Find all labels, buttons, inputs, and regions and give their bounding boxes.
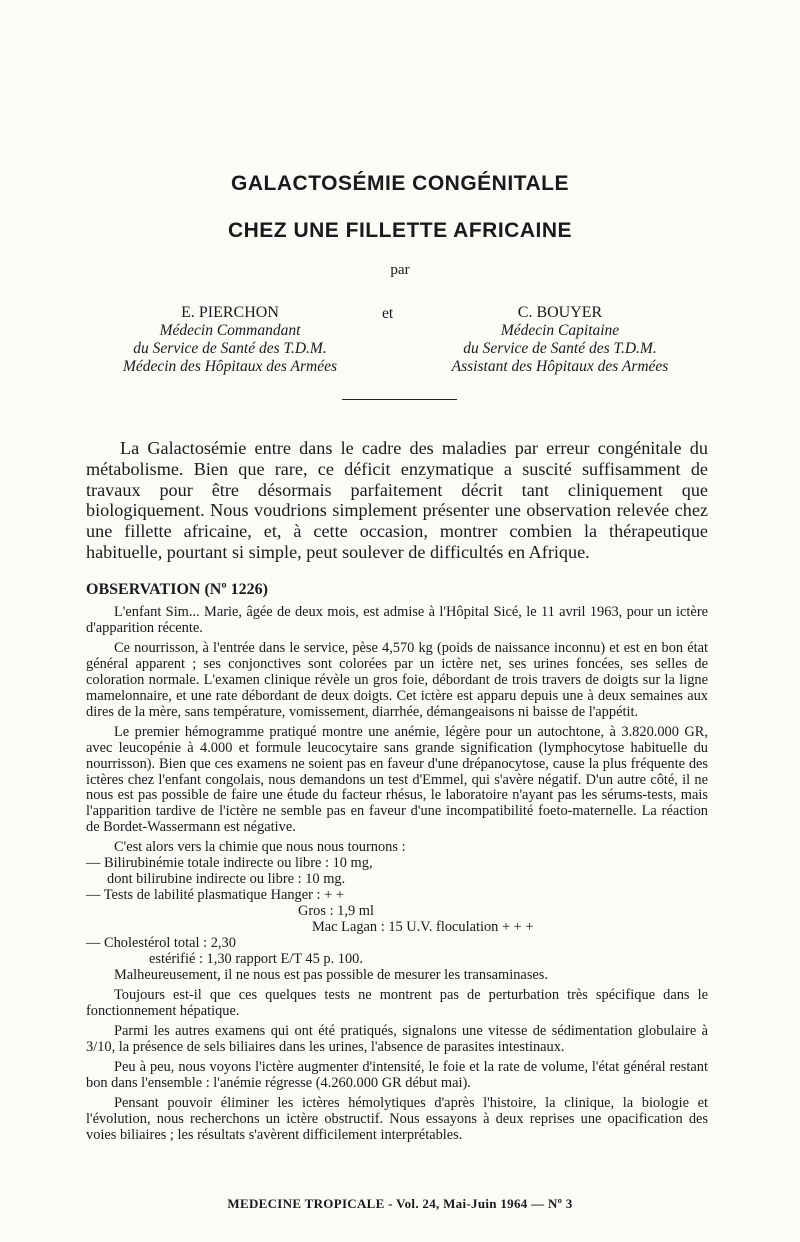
author-service: du Service de Santé des T.D.M. bbox=[133, 340, 327, 357]
author-block-pierchon bbox=[105, 304, 355, 376]
chem-hanger-test: — Tests de labilité plasmatique Hanger : + + bbox=[86, 887, 344, 904]
title-line-2: CHEZ UNE FILLETTE AFRICAINE bbox=[227, 219, 573, 242]
chem-cholesterol-total: — Cholestérol total : 2,30 bbox=[86, 935, 236, 952]
chem-bilirubin-indirect: dont bilirubine indirecte ou libre : 10 mg. bbox=[107, 871, 346, 888]
paragraph-clinical-exam: Ce nourrisson, à l'entrée dans le service, pèse 4,570 kg (poids de naissance inconnu) et est en bon état général apparent ; ses conjonctives sont colorées par un ictère net, ses urines foncées, ses selles de coloration normale. L'examen clinique révèle un gros foie, débordant de trois travers de doigts sur la ligne mamelonnaire, et une rate débordant de deux doigts. Cet ictère est apparu depuis une à deux semaines aux dires de la mère, sans température, vomissement, diarrhée, démangeaisons ni baisse de l'appétit. bbox=[86, 639, 708, 720]
paragraph-other-exams: Parmi les autres examens qui ont été pratiqués, signalons une vitesse de sédimentation globulaire à 3/10, la présence de sels biliaires dans les urines, l'absence de parasites intestinaux. bbox=[86, 1022, 708, 1055]
author-position: Assistant des Hôpitaux des Armées bbox=[451, 358, 669, 375]
paragraph-obstructive: Pensant pouvoir éliminer les ictères hémolytiques d'après l'histoire, la clinique, la biologie et l'évolution, nous recherchons un ictère obstructif. Nous essayons à deux reprises une opacification des voies biliaires ; les résultats s'avèrent difficilement interprétables. bbox=[86, 1094, 708, 1143]
chem-gros-test: Gros : 1,9 ml bbox=[298, 903, 374, 920]
abstract bbox=[86, 438, 708, 563]
paragraph-hemogram: Le premier hémogramme pratiqué montre une anémie, légère pour un autochtone, à 3.820.000 GR, avec leucopénie à 4.000 et formule leucocytaire sans grande signification (lymphocytose habituelle du nourrisson). Bien que ces examens ne soient pas en faveur d'une drépanocytose, cause la plus fréquente des ictères chez l'enfant congolais, nous demandons un test d'Emmel, qui s'avère négatif. D'un autre côté, il ne nous est pas possible de faire une étude du facteur rhésus, le laboratoire n'ayant pas les sérums-tests, mais l'apparition tardive de l'ictère ne semble pas en faveur d'une incompatibilité foeto-maternelle. La réaction de Bordet-Wassermann est négative. bbox=[86, 723, 708, 836]
chemistry-results bbox=[86, 856, 708, 968]
chem-cholesterol-esterified: estérifié : 1,30 rapport E/T 45 p. 100. bbox=[149, 951, 363, 968]
author-rank: Médecin Capitaine bbox=[500, 322, 620, 339]
author-name: E. PIERCHON bbox=[181, 304, 279, 321]
title-line-1: GALACTOSÉMIE CONGÉNITALE bbox=[231, 172, 569, 195]
author-conjunction: et bbox=[382, 305, 394, 322]
author-service: du Service de Santé des T.D.M. bbox=[463, 340, 657, 357]
paragraph-admission: L'enfant Sim... Marie, âgée de deux mois, est admise à l'Hôpital Sicé, le 11 avril 1963, pour un ictère d'apparition récente. bbox=[86, 604, 708, 636]
author-position: Médecin des Hôpitaux des Armées bbox=[122, 358, 338, 375]
chem-maclagan-test: Mac Lagan : 15 U.V. floculation + + + bbox=[312, 919, 534, 936]
author-rank: Médecin Commandant bbox=[159, 322, 301, 339]
chem-bilirubin-total: — Bilirubinémie totale indirecte ou libre : 10 mg, bbox=[86, 855, 373, 872]
observation-heading: OBSERVATION (Nº 1226) bbox=[86, 581, 268, 598]
paragraph-transaminases: Malheureusement, il ne nous est pas possible de mesurer les transaminases. bbox=[114, 966, 549, 983]
paragraph-chemistry-intro: C'est alors vers la chimie que nous nous tournons : bbox=[114, 839, 406, 856]
paragraph-hepatic-function: Toujours est-il que ces quelques tests ne montrent pas de perturbation très spécifique dans le fonctionnement hépatique. bbox=[86, 986, 708, 1019]
observation-body bbox=[86, 605, 708, 1148]
author-name: C. BOUYER bbox=[517, 304, 603, 321]
abstract-text: La Galactosémie entre dans le cadre des maladies par erreur congénitale du métabolisme. Bien que rare, ce déficit enzymatique a suscité suffisamment de travaux pour être désormais parfaitement décrit tant cliniquement que biologiquement. Nous voudrions simplement présenter une observation relevée chez une fillette africaine, et, à cette occasion, montrer combien la thérapeutique habituelle, pourtant si simple, peut soulever de difficultés en Afrique. bbox=[86, 438, 708, 562]
byline-par: par bbox=[390, 262, 410, 278]
header-divider bbox=[342, 399, 457, 400]
paragraph-evolution: Peu à peu, nous voyons l'ictère augmenter d'intensité, le foie et la rate de volume, l'état général restant bon dans l'ensemble : l'anémie régresse (4.260.000 GR début mai). bbox=[86, 1058, 708, 1091]
author-block-bouyer bbox=[430, 304, 690, 376]
journal-footer: MEDECINE TROPICALE - Vol. 24, Mai-Juin 1964 — Nº 3 bbox=[227, 1196, 573, 1211]
